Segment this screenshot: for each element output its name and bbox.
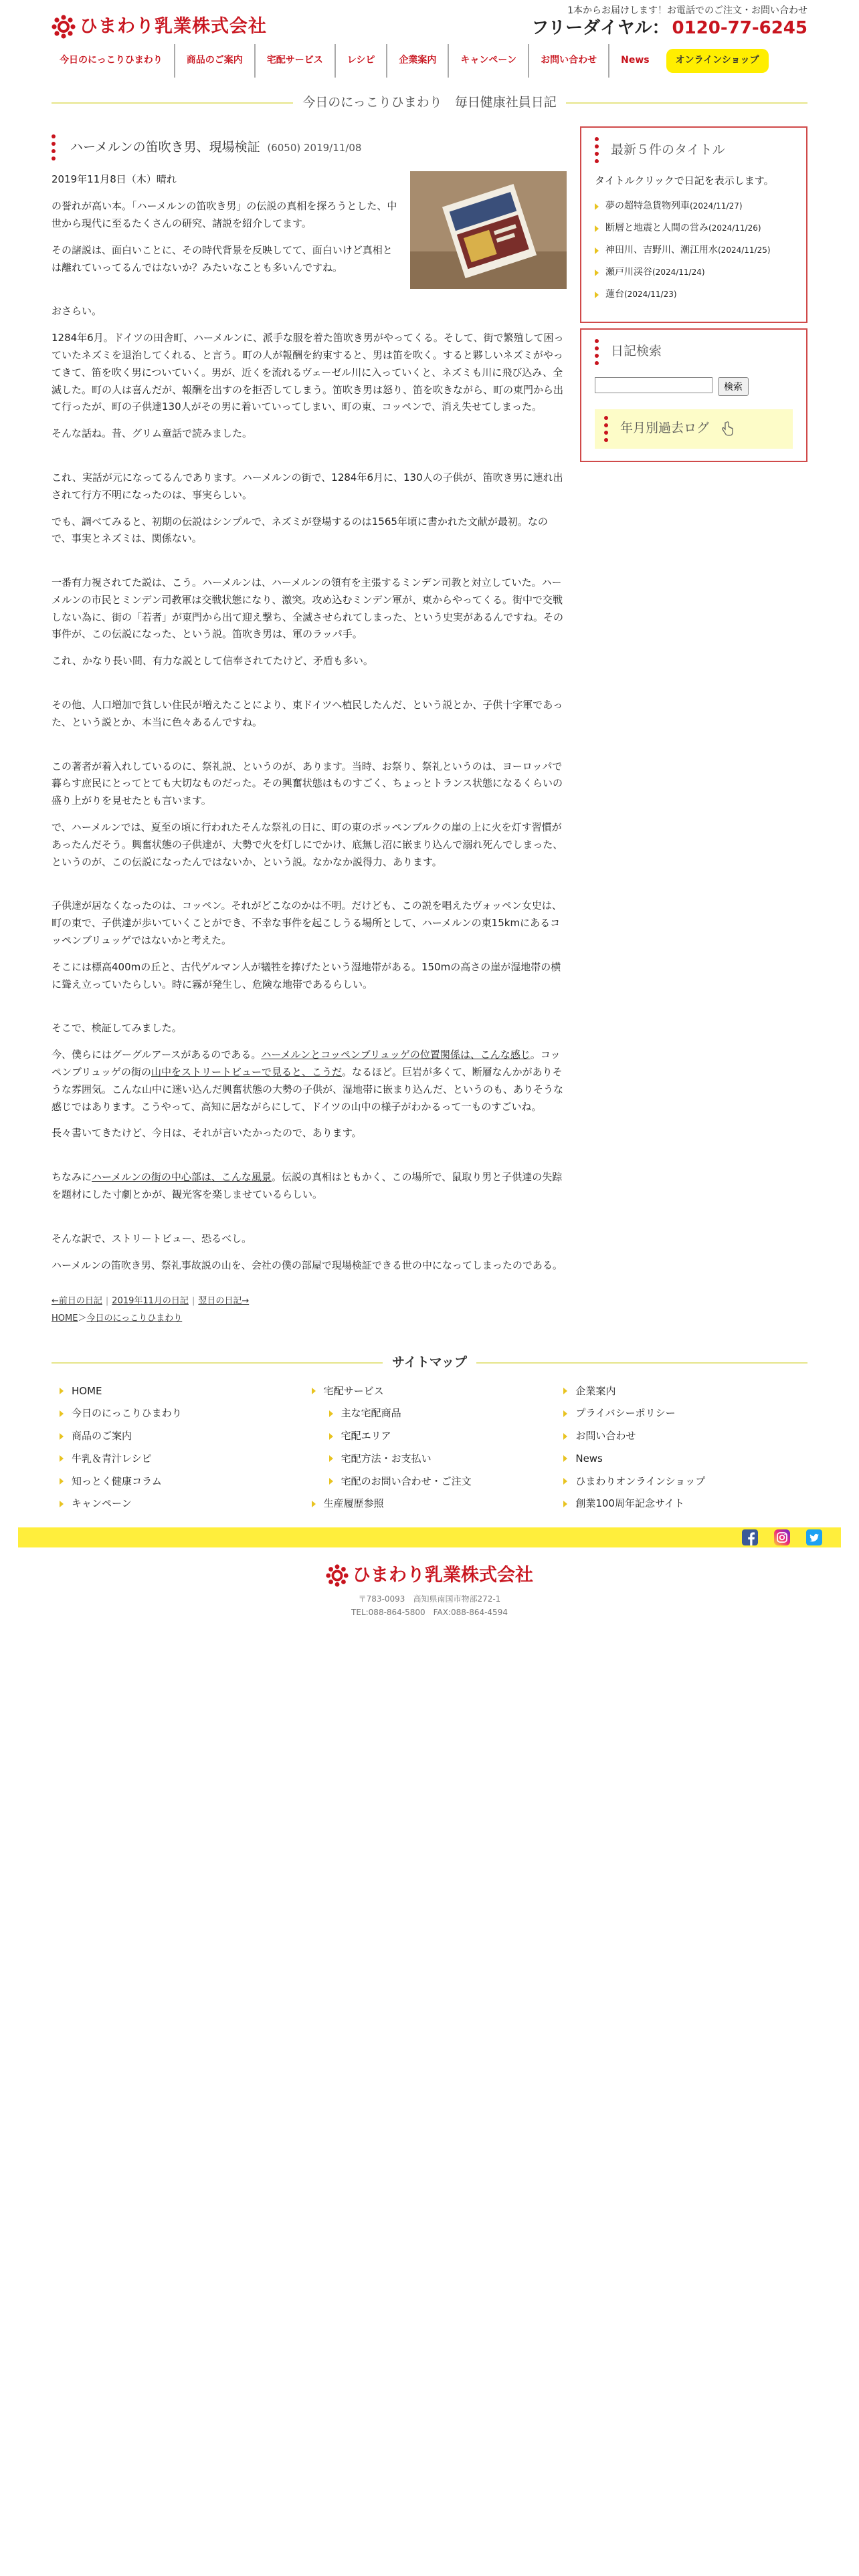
nav-item-contact[interactable]: お問い合わせ [529, 44, 609, 78]
sitemap-link[interactable] [312, 1495, 556, 1512]
sunflower-logo-icon [326, 1564, 349, 1587]
sitemap-sublink[interactable] [329, 1405, 556, 1422]
entry-paragraph: その諸説は、面白いことに、その時代背景を反映してて、面白いけど真相とは離れていってるんではないか？みたいなことも多いんですね。 [52, 243, 393, 274]
sitemap-link-label[interactable]: 宅配のお問い合わせ・ご注文 [341, 1475, 472, 1487]
breadcrumb-home[interactable]: HOME [52, 1313, 78, 1323]
search-form [595, 377, 793, 396]
recent-item[interactable] [595, 287, 793, 302]
entry-paragraph: これ、かなり長い間、有力な説として信奉されてたけど、矛盾も多い。 [52, 655, 373, 667]
sitemap-link-label[interactable]: ひまわりオンラインショップ [575, 1475, 706, 1487]
main-nav [38, 44, 821, 78]
bullet-triangle-icon [595, 247, 599, 254]
sitemap-link[interactable] [60, 1451, 304, 1467]
footer-logo-text: ひまわり乳業株式会社 [353, 1565, 533, 1586]
sitemap-link-label[interactable]: キャンペーン [72, 1497, 132, 1510]
sitemap-link-label[interactable]: お問い合わせ [575, 1430, 636, 1442]
entry-paragraph: その他、人口増加で貧しい住民が増えたことにより、東ドイツへ植民したんだ、という説とか、子供十字軍であった、という説とか、本当に色々あるんですね。 [52, 699, 563, 728]
nav-item-news[interactable]: News [621, 55, 650, 66]
sidebar [580, 126, 807, 1325]
bullet-triangle-icon [60, 1388, 64, 1394]
recent-item[interactable] [595, 243, 793, 258]
bullet-triangle-icon [563, 1455, 567, 1462]
bullet-triangle-icon [60, 1501, 64, 1507]
bullet-triangle-icon [595, 225, 599, 232]
entry-pager: ←前日の日記 | 2019年11月の日記 | 翌日の日記→ [52, 1296, 250, 1307]
header-contact [531, 4, 807, 39]
sitemap-link[interactable] [60, 1428, 304, 1444]
title-divider-right [566, 102, 807, 104]
entry-paragraph: で、ハーメルンでは、夏至の頃に行われたそんな祭礼の日に、町の東のポッペンブルクの崖の上に火を灯す習慣があったんだそう。興奮状態の子供達が、大勢で火を灯しにでかけ、底無し沼に嵌まり込んで溺れ死んでしまった、というのが、この伝説になったんではないか、という説。なかなか説得力、あります。 [52, 821, 563, 868]
sitemap-column-2 [304, 1383, 556, 1519]
map-link-location[interactable]: ハーメルンとコッペンブリュッゲの位置関係は、こんな感じ [261, 1049, 531, 1061]
sitemap-link[interactable] [563, 1383, 807, 1400]
search-title: 日記検索 [611, 344, 662, 359]
recent-item-date: (2024/11/26) [708, 223, 761, 233]
bullet-triangle-icon [595, 203, 599, 210]
bullet-triangle-icon [60, 1455, 64, 1462]
nav-item-company[interactable]: 企業案内 [387, 44, 449, 78]
sitemap-sublink[interactable] [329, 1473, 556, 1490]
page-title: 今日のにっこりひまわり 毎日健康社員日記 [302, 95, 557, 110]
site-footer [0, 1561, 859, 1619]
bullet-triangle-icon [563, 1388, 567, 1394]
sitemap-link[interactable] [563, 1451, 807, 1467]
recent-item-date: (2024/11/23) [624, 290, 677, 300]
site-header [38, 0, 821, 44]
diary-search-input[interactable] [595, 377, 712, 393]
recent-item-title[interactable]: 蓮台 [605, 289, 624, 300]
recent-item[interactable] [595, 221, 793, 236]
entry-title: ハーメルンの笛吹き男、現場検証 [70, 140, 260, 155]
archive-title[interactable]: 年月別過去ログ [620, 421, 710, 436]
freedial-number[interactable]: 0120-77-6245 [672, 18, 807, 38]
nav-item-delivery[interactable]: 宅配サービス [256, 44, 336, 78]
bullet-triangle-icon [329, 1455, 333, 1462]
footer-tel: TEL:088-864-5800 FAX:088-864-4594 [351, 1608, 508, 1618]
sitemap-link-label[interactable]: プライバシーポリシー [575, 1407, 676, 1420]
sitemap-link-label[interactable]: 商品のご案内 [72, 1430, 132, 1442]
entry-paragraph: 一番有力視されてた説は、こう。ハーメルンは、ハーメルンの領有を主張するミンデン司教と対立していた。ハーメルンの市民とミンデン司教軍は交戦状態になり、激突。攻め込むミンデン軍が、東からやってくる。街中で交戦しない為に、街の「若者」が東門から出て迎え撃ち、全滅させられてしまった、という史実があるんですね。その事件が、この伝説になった、という説。笛吹き男は、軍のラッパ手。 [52, 576, 564, 641]
sitemap-link-label[interactable]: 企業案内 [575, 1384, 616, 1397]
online-shop-button[interactable]: オンラインショップ [666, 49, 769, 72]
footer-logo[interactable] [326, 1561, 533, 1591]
recent-item-date: (2024/11/27) [690, 201, 743, 211]
text-span: 。伝説の真相はともかく、この場所で、鼠取り男と子供達の失踪を題材にした寸劇とかが、観光客を楽しませているらしい。 [52, 1171, 563, 1201]
sitemap-link[interactable] [60, 1473, 304, 1490]
text-span: 今、僕らにはグーグルアースがあるのである。 [52, 1049, 262, 1061]
bullet-triangle-icon [60, 1433, 64, 1440]
entry-paragraph: そこには標高400mの丘と、古代ゲルマン人が犠牲を捧げたという湿地帯がある。150mの高さの崖が湿地帯の横に聳え立っていたらしい。時に霧が発生し、危険な地帯であるらしい。 [52, 960, 561, 990]
breadcrumb-current[interactable]: 今日のにっこりひまわり [86, 1313, 183, 1323]
sitemap-link[interactable] [60, 1405, 304, 1422]
bullet-triangle-icon [60, 1410, 64, 1417]
sitemap-link[interactable] [60, 1495, 304, 1512]
sitemap-link-label[interactable]: HOME [72, 1384, 102, 1397]
sitemap-sublink[interactable] [329, 1428, 556, 1444]
footer-address: 〒783-0093 高知県南国市物部272-1 [358, 1594, 501, 1604]
nav-item-diary[interactable]: 今日のにっこりひまわり [48, 44, 175, 78]
sitemap-link-label[interactable]: 宅配エリア [341, 1430, 391, 1442]
freedial-label: フリーダイヤル： [531, 18, 670, 38]
sitemap-link[interactable] [563, 1473, 807, 1490]
sitemap-sublink[interactable] [329, 1451, 556, 1467]
bullet-triangle-icon [329, 1410, 333, 1417]
recent-item[interactable] [595, 265, 793, 280]
sitemap-divider-left [52, 1362, 383, 1364]
sitemap-link-label[interactable]: 宅配方法・お支払い [341, 1452, 432, 1465]
recent-item-title[interactable]: 断層と地震と人間の営み [605, 223, 708, 234]
recent-entries-box [580, 126, 807, 322]
sitemap-divider-right [476, 1362, 807, 1364]
bullet-triangle-icon [595, 270, 599, 276]
sunflower-logo-icon [52, 15, 76, 39]
sitemap [38, 1383, 821, 1519]
entry-paragraph: でも、調べてみると、初期の伝説はシンプルで、ネズミが登場するのは1565年頃に書かれた文献が最初。なので、事実とネズミは、関係ない。 [52, 515, 548, 545]
sitemap-column-1 [52, 1383, 304, 1519]
dot-marker-icon [604, 416, 608, 442]
book-photo-image [410, 171, 567, 289]
diary-entry [52, 126, 567, 1325]
archive-link[interactable] [595, 409, 793, 449]
entry-paragraph: 子供達が居なくなったのは、コッペン。それがどこなのかは不明。だけども、この説を唱えたヴォッペン女史は、町の東で、子供達が歩いていくことができ、不幸な事件を起こしうる場所として、ハーメルンの東15kmにあるコッペンブリュッゲではないかと考えた。 [52, 899, 562, 947]
entry-paragraph: ハーメルンの笛吹き男、祭礼事故説の山を、会社の僕の部屋で現場検証できる世の中になってしまったのである。 [52, 1259, 563, 1271]
twitter-icon[interactable] [806, 1529, 822, 1545]
hand-pointer-icon [721, 421, 733, 436]
recent-item-date: (2024/11/25) [718, 245, 771, 255]
bullet-triangle-icon [312, 1501, 316, 1507]
recent-item-title[interactable]: 瀬戸川渓谷 [605, 267, 652, 278]
bullet-triangle-icon [312, 1388, 316, 1394]
title-divider-left [52, 102, 293, 104]
recent-subtitle: タイトルクリックで日記を表示します。 [595, 175, 774, 187]
recent-item[interactable] [595, 199, 793, 214]
sitemap-title: サイトマップ [392, 1355, 467, 1370]
sitemap-link[interactable] [563, 1405, 807, 1422]
entry-paragraph: 1284年6月。ドイツの田舎町、ハーメルンに、派手な服を着た笛吹き男がやってくる。そして、街で繁殖して困っていたネズミを退治してくれる、と言う。町の人が報酬を約束すると、男は笛を吹く。すると夥しいネズミがやってきて、笛を吹く男についていく。男が、近くを流れるヴェーゼル川に入っていくと、ネズミも川に飛び込み、全滅した。町の人は喜んだが、報酬を出すのを拒否してしまう。笛吹き男は怒り、笛を吹きながら、町の東門から出て行ったが、町の子供達130人がその男に着いていってしまい、町の東、コッペンで、消え失せてしまった。 [52, 332, 564, 413]
instagram-icon[interactable] [774, 1529, 790, 1545]
entry-paragraph-with-links [52, 1169, 567, 1204]
book-photo [410, 171, 567, 289]
bullet-triangle-icon [595, 292, 599, 298]
logo-text: ひまわり乳業株式会社 [80, 16, 267, 37]
entry-paragraph: そんな話ね。昔、グリム童話で読みました。 [52, 427, 253, 440]
entry-paragraph: 長々書いてきたけど、今日は、それが言いたかったので、あります。 [52, 1127, 362, 1140]
text-span: ちなみに [52, 1171, 92, 1184]
footer-social-bar [18, 1527, 841, 1547]
nav-item-campaign[interactable]: キャンペーン [449, 44, 529, 78]
nav-item-recipe[interactable]: レシピ [336, 44, 388, 78]
entry-paragraph: おさらい。 [52, 305, 102, 318]
diary-search-box [580, 328, 807, 462]
recent-list [595, 199, 793, 302]
sitemap-link[interactable] [60, 1383, 304, 1400]
search-button[interactable]: 検索 [718, 377, 749, 396]
content-wrap [38, 126, 821, 1325]
header-tagline: 1本からお届けします！お電話でのご注文・お問い合わせ [567, 5, 807, 16]
bullet-triangle-icon [329, 1478, 333, 1485]
sitemap-link-label[interactable]: 創業100周年記念サイト [575, 1497, 684, 1510]
entry-date: 2019年11月8日（木）晴れ [52, 173, 177, 186]
site-logo[interactable] [52, 12, 267, 42]
sitemap-column-3 [555, 1383, 807, 1519]
breadcrumb: HOME＞今日のにっこりひまわり [52, 1313, 183, 1323]
entry-paragraph: そんな訳で、ストリートビュー、恐るべし。 [52, 1232, 252, 1245]
dot-marker-icon [52, 134, 56, 160]
text-span: 。コッペンブリュッゲの街の [52, 1049, 561, 1079]
sitemap-link[interactable] [312, 1383, 556, 1400]
entry-paragraph: これ、実話が元になってるんであります。ハーメルンの街で、1284年6月に、130人の子供が、笛吹き男に連れ出されて行方不明になったのは、事実らしい。 [52, 471, 563, 501]
recent-item-title[interactable]: 神田川、吉野川、潮江用水 [605, 245, 718, 256]
entry-header [52, 134, 567, 160]
sitemap-link-label[interactable]: 主な宅配商品 [341, 1407, 401, 1420]
sitemap-link[interactable] [563, 1495, 807, 1512]
page-title-band [38, 92, 821, 113]
sitemap-link-label[interactable]: 宅配サービス [323, 1384, 384, 1397]
prev-day-link[interactable]: ←前日の日記 [52, 1296, 102, 1307]
recent-title: 最新５件のタイトル [611, 142, 725, 158]
bullet-triangle-icon [563, 1478, 567, 1485]
bullet-triangle-icon [60, 1478, 64, 1485]
entry-meta: (6050) 2019/11/08 [267, 142, 362, 154]
sitemap-band [38, 1352, 821, 1373]
sitemap-link-label[interactable]: 生産履歴参照 [323, 1497, 384, 1510]
sitemap-link[interactable] [563, 1428, 807, 1444]
entry-paragraph: の誉れが高い本。「ハーメルンの笛吹き男」の伝説の真相を探ろうとした、中世から現代に至るたくさんの研究、諸説を紹介してます。 [52, 200, 397, 229]
facebook-icon[interactable] [742, 1529, 758, 1545]
bullet-triangle-icon [563, 1501, 567, 1507]
sitemap-link-label[interactable]: News [575, 1452, 603, 1465]
dot-marker-icon [595, 137, 599, 163]
entry-paragraph-with-links [52, 1047, 567, 1115]
town-center-link[interactable]: ハーメルンの街の中心部は、こんな風景 [92, 1171, 272, 1184]
bullet-triangle-icon [563, 1410, 567, 1417]
next-day-link[interactable]: 翌日の日記→ [198, 1296, 250, 1307]
month-link[interactable]: 2019年11月の日記 [112, 1296, 189, 1307]
streetview-link[interactable]: 山中をストリートビューで見ると、こうだ [151, 1066, 342, 1079]
sitemap-link-label[interactable]: 牛乳＆青汁レシピ [72, 1452, 152, 1465]
recent-item-date: (2024/11/24) [652, 267, 705, 278]
freedial[interactable] [531, 17, 807, 39]
bullet-triangle-icon [329, 1433, 333, 1440]
text-span: 。なるほど。巨岩が多くて、断層なんかがありそうな雰囲気。こんな山中に迷い込んだ興奮状態の大勢の子供が、湿地帯に嵌まり込んだ、というのも、ありそうな感じではあります。こうやって、高知に居ながらにして、ドイツの山中の様子がわかるって一ものすごいね。 [52, 1066, 564, 1113]
entry-body [52, 171, 567, 1274]
entry-paragraph: この著者が着入れしているのに、祭礼説、というのが、あります。当時、お祭り、祭礼というのは、ヨーロッパで暮らす庶民にとってとても大切なものだった。その興奮状態はものすごく、ちょっとトランス状態になるくらいの盛り上がりを見せたとも言います。 [52, 760, 563, 807]
nav-item-products[interactable]: 商品のご案内 [175, 44, 256, 78]
sitemap-link-label[interactable]: 知っとく健康コラム [72, 1475, 162, 1487]
sitemap-link-label[interactable]: 今日のにっこりひまわり [72, 1407, 182, 1420]
bullet-triangle-icon [563, 1433, 567, 1440]
dot-marker-icon [595, 339, 599, 365]
recent-item-title[interactable]: 夢の超特急貨物列車 [605, 201, 690, 212]
entry-paragraph: そこで、検証してみました。 [52, 1022, 182, 1035]
